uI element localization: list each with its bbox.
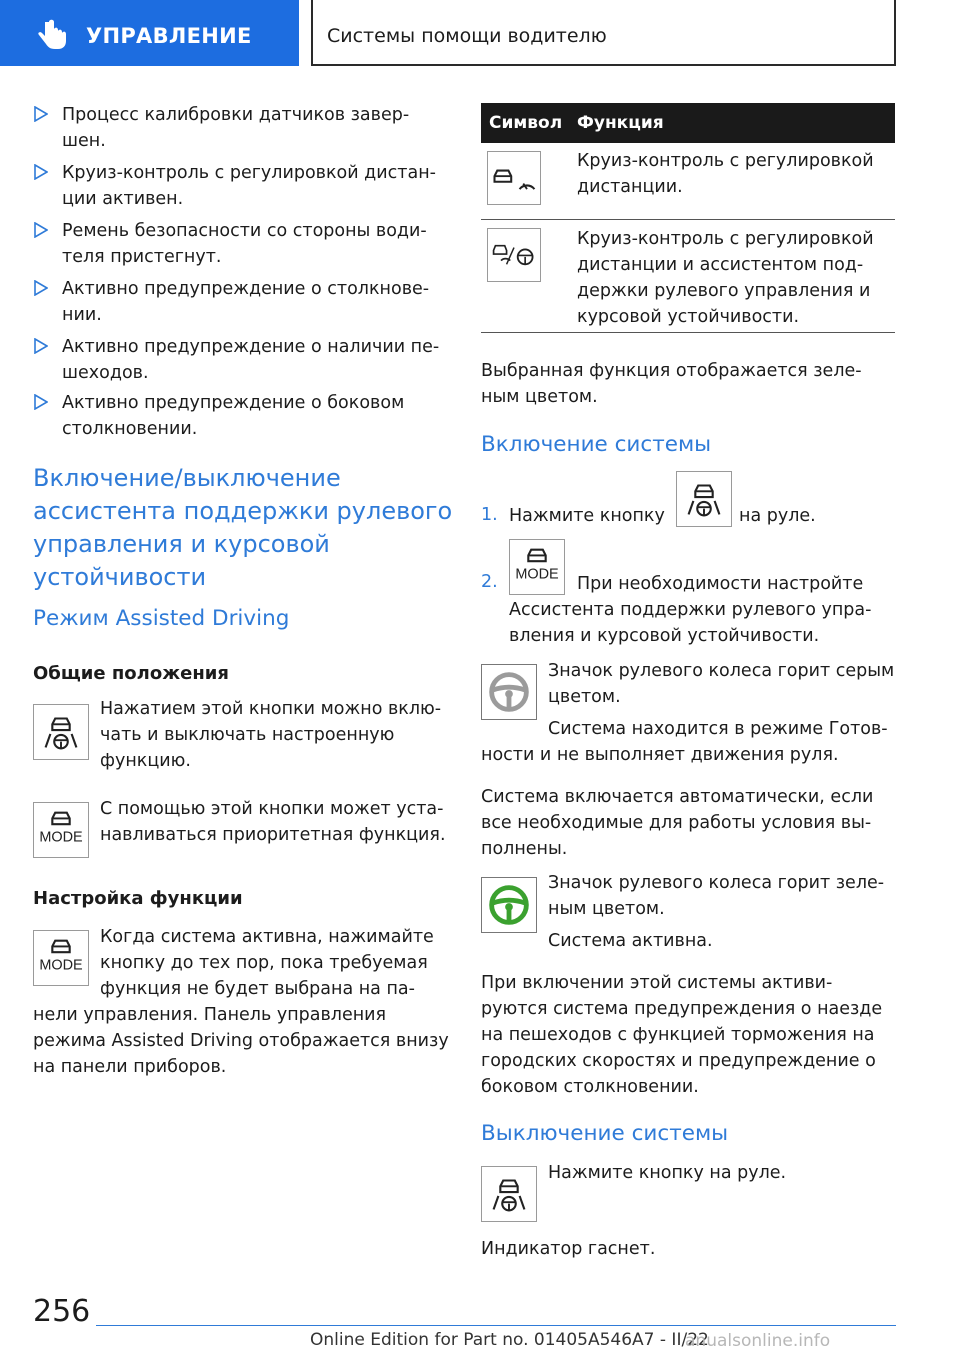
- steering-wheel-grey-icon: [481, 664, 537, 720]
- section-tab[interactable]: [0, 0, 299, 66]
- watermark: anualsonline.info: [685, 1331, 831, 1351]
- triangle-bullet-icon: [34, 164, 48, 180]
- mode-label: MODE: [39, 957, 83, 974]
- list-item: Процесс калибровки датчиков завер-шен.: [34, 102, 444, 154]
- chapter-title: Системы помощи водителю: [327, 25, 607, 47]
- hand-pointer-icon: [36, 18, 70, 50]
- setup-heading: Настройка функции: [33, 888, 243, 909]
- general-text-1: Нажатием этой кнопки можно вклю-чать и выключать настроенную функцию.: [100, 699, 442, 771]
- step-1-text-b: на руле.: [739, 506, 816, 526]
- switch-off-heading: Выключение системы: [481, 1121, 729, 1146]
- step-2-text-b: Ассистента поддержки рулевого упра-вления и курсовой устойчивости.: [509, 600, 872, 646]
- list-item: Активно предупреждение о наличии пе-шеходов.: [34, 334, 444, 386]
- mode-label: MODE: [39, 829, 83, 846]
- step-1-text-a: Нажмите кнопку: [509, 506, 665, 526]
- column-function: Функция: [577, 113, 664, 133]
- chapter-header: [311, 0, 896, 66]
- distance-steering-icon: [487, 228, 541, 282]
- triangle-bullet-icon: [34, 280, 48, 296]
- general-text-2: С помощью этой кнопки может уста-навливаться приоритетная функция.: [100, 799, 446, 845]
- also-on-text: При включении этой системы активи-руются система предупреждения о наезде на пешеходов с функцией торможения на городских скоростях и предупреждение о боковом столкновении.: [481, 973, 883, 1097]
- selected-note: Выбранная функция отображается зеле-ным цветом.: [481, 361, 862, 407]
- list-item: Активно предупреждение о боковом столкновении.: [34, 390, 444, 442]
- list-item: Круиз-контроль с регулировкой дистан-ции активен.: [34, 160, 444, 212]
- mode-button-icon: [509, 539, 565, 595]
- edition-text: Online Edition for Part no. 01405A546A7 - II/22: [310, 1330, 709, 1350]
- steering-wheel-green-icon: [481, 877, 537, 933]
- mode-button-icon: [33, 802, 89, 858]
- standby-text-a: Система находится в режиме Готов-: [548, 719, 888, 739]
- switch-off-text: Нажмите кнопку на руле.: [548, 1163, 787, 1183]
- indicator-off-text: Индикатор гаснет.: [481, 1239, 656, 1259]
- symbol-table-header: [481, 103, 895, 143]
- table-row-1-text: Круиз-контроль с регулировкой дистанции.: [577, 151, 874, 197]
- table-row-divider: [481, 219, 895, 220]
- table-row-2-text: Круиз-контроль с регулировкой дистанции и ассистентом под-держки рулевого управления и курсовой устойчивости.: [577, 229, 874, 327]
- green-icon-text: Значок рулевого колеса горит зеле-ным цветом.: [548, 873, 885, 919]
- mode-button-icon: [33, 930, 89, 986]
- list-item: Ремень безопасности со стороны води-теля пристегнут.: [34, 218, 444, 270]
- lane-wheel-button-icon: [481, 1166, 537, 1222]
- grey-icon-text: Значок рулевого колеса горит серым цветом.: [548, 661, 895, 707]
- list-item: Активно предупреждение о столкнове-нии.: [34, 276, 444, 328]
- page-number: 256: [33, 1294, 91, 1329]
- table-row-divider: [481, 332, 895, 333]
- general-heading: Общие положения: [33, 663, 229, 684]
- distance-cruise-icon: [487, 151, 541, 205]
- setup-text-part1: Когда система активна, нажимайте кнопку до тех пор, пока требуемая функция не будет выбрана на па-: [100, 927, 434, 999]
- triangle-bullet-icon: [34, 222, 48, 238]
- mode-label: MODE: [515, 566, 559, 583]
- triangle-bullet-icon: [34, 106, 48, 122]
- triangle-bullet-icon: [34, 338, 48, 354]
- section-title: УПРАВЛЕНИЕ: [86, 24, 252, 48]
- lane-wheel-button-icon: [676, 471, 732, 527]
- step-2-text-a: При необходимости настройте: [577, 574, 864, 594]
- triangle-bullet-icon: [34, 394, 48, 410]
- standby-text-b: ности и не выполняет движения руля.: [481, 745, 839, 765]
- section-heading: Включение/выключение ассистента поддержки рулевого управления и курсовой устойчивости: [33, 464, 453, 591]
- subsection-heading: Режим Assisted Driving: [33, 606, 290, 631]
- step-number: 1.: [481, 505, 498, 525]
- step-number: 2.: [481, 572, 498, 592]
- setup-text-part2: нели управления. Панель управления режима Assisted Driving отображается внизу на панели приборов.: [33, 1005, 449, 1077]
- lane-wheel-button-icon: [33, 704, 89, 760]
- column-symbol: Символ: [489, 113, 563, 133]
- switch-on-heading: Включение системы: [481, 432, 712, 457]
- active-text: Система активна.: [548, 931, 713, 951]
- footer-divider: [96, 1325, 896, 1326]
- auto-on-text: Система включается автоматически, если все необходимые для работы условия вы-полнены.: [481, 787, 874, 859]
